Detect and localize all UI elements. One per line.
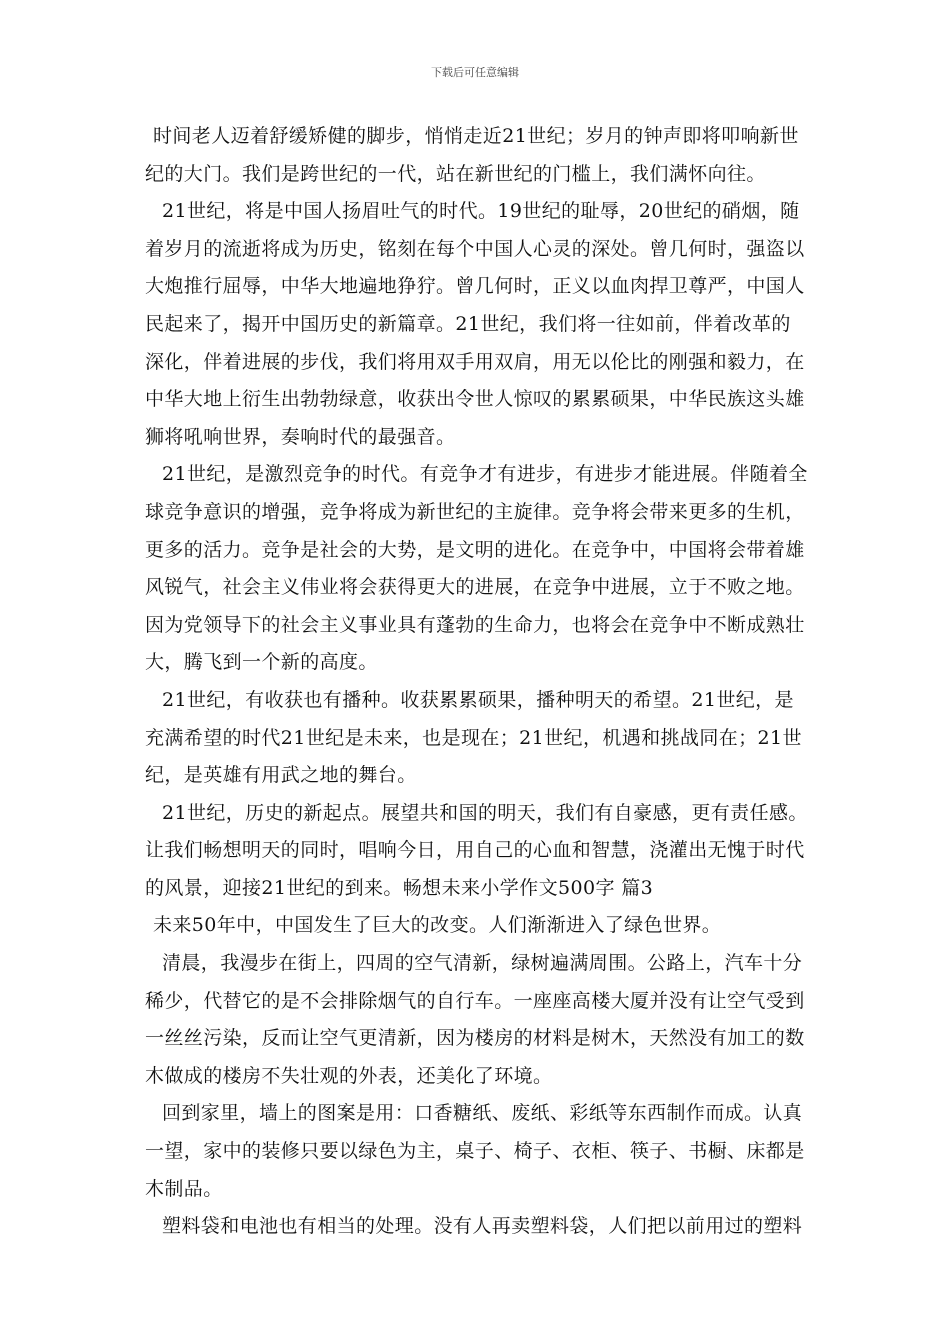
paragraph: 回到家里，墙上的图案是用：口香糖纸、废纸、彩纸等东西制作而成。认真一望，家中的装修只要以绿色为主，桌子、椅子、衣柜、筷子、书橱、床都是木制品。 xyxy=(145,1102,805,1200)
paragraph: 21世纪，历史的新起点。展望共和国的明天，我们有自豪感，更有责任感。让我们畅想明天的同时，唱响今日，用自己的心血和智慧，浇灌出无愧于时代的风景，迎接21世纪的到来。畅想未来小学作文500字 篇3 xyxy=(145,801,808,899)
paragraph: 21世纪，是激烈竞争的时代。有竞争才有进步，有进步才能进展。伴随着全球竞争意识的增强，竞争将成为新世纪的主旋律。竞争将会带来更多的生机，更多的活力。竞争是社会的大势，是文明的进化。在竞争中，中国将会带着雄风锐气，社会主义伟业将会获得更大的进展，在竞争中进展，立于不败之地。因为党领导下的社会主义事业具有蓬勃的生命力，也将会在竞争中不断成熟壮大，腾飞到一个新的高度。 xyxy=(145,463,808,674)
paragraph: 未来50年中，中国发生了巨大的改变。人们渐渐进入了绿色世界。 xyxy=(153,914,722,937)
paragraph: 21世纪，将是中国人扬眉吐气的时代。19世纪的耻辱，20世纪的硝烟，随着岁月的流逝将成为历史，铭刻在每个中国人心灵的深处。曾几何时，强盗以大炮推行屈辱，中华大地遍地狰狞。曾几何时，正义以血肉捍卫尊严，中国人民起来了，揭开中国历史的新篇章。21世纪，我们将一往如前，伴着改革的深化，伴着进展的步伐，我们将用双手用双肩，用无以伦比的刚强和毅力，在中华大地上衍生出勃勃绿意，收获出令世人惊叹的累累硕果，中华民族这头雄狮将吼响世界，奏响时代的最强音。 xyxy=(145,200,805,448)
paragraph: 时间老人迈着舒缓矫健的脚步，悄悄走近21世纪；岁月的钟声即将叩响新世纪的大门。我们是跨世纪的一代，站在新世纪的门槛上，我们满怀向往。 xyxy=(145,125,799,185)
paragraph: 21世纪，有收获也有播种。收获累累硕果，播种明天的希望。21世纪，是充满希望的时代21世纪是未来，也是现在；21世纪，机遇和挑战同在；21世纪，是英雄有用武之地的舞台。 xyxy=(145,688,802,787)
paragraph: 清晨，我漫步在街上，四周的空气清新，绿树遍满周围。公路上，汽车十分稀少，代替它的是不会排除烟气的自行车。一座座高楼大厦并没有让空气受到一丝丝污染，反而让空气更清新，因为楼房的材料是树木，天然没有加工的数木做成的楼房不失壮观的外表，还美化了环境。 xyxy=(145,952,805,1087)
document-body xyxy=(145,118,809,1246)
paragraph: 塑料袋和电池也有相当的处理。没有人再卖塑料袋，人们把以前用过的塑料 xyxy=(162,1215,803,1238)
page-header: 下载后可任意编辑 xyxy=(431,66,519,79)
